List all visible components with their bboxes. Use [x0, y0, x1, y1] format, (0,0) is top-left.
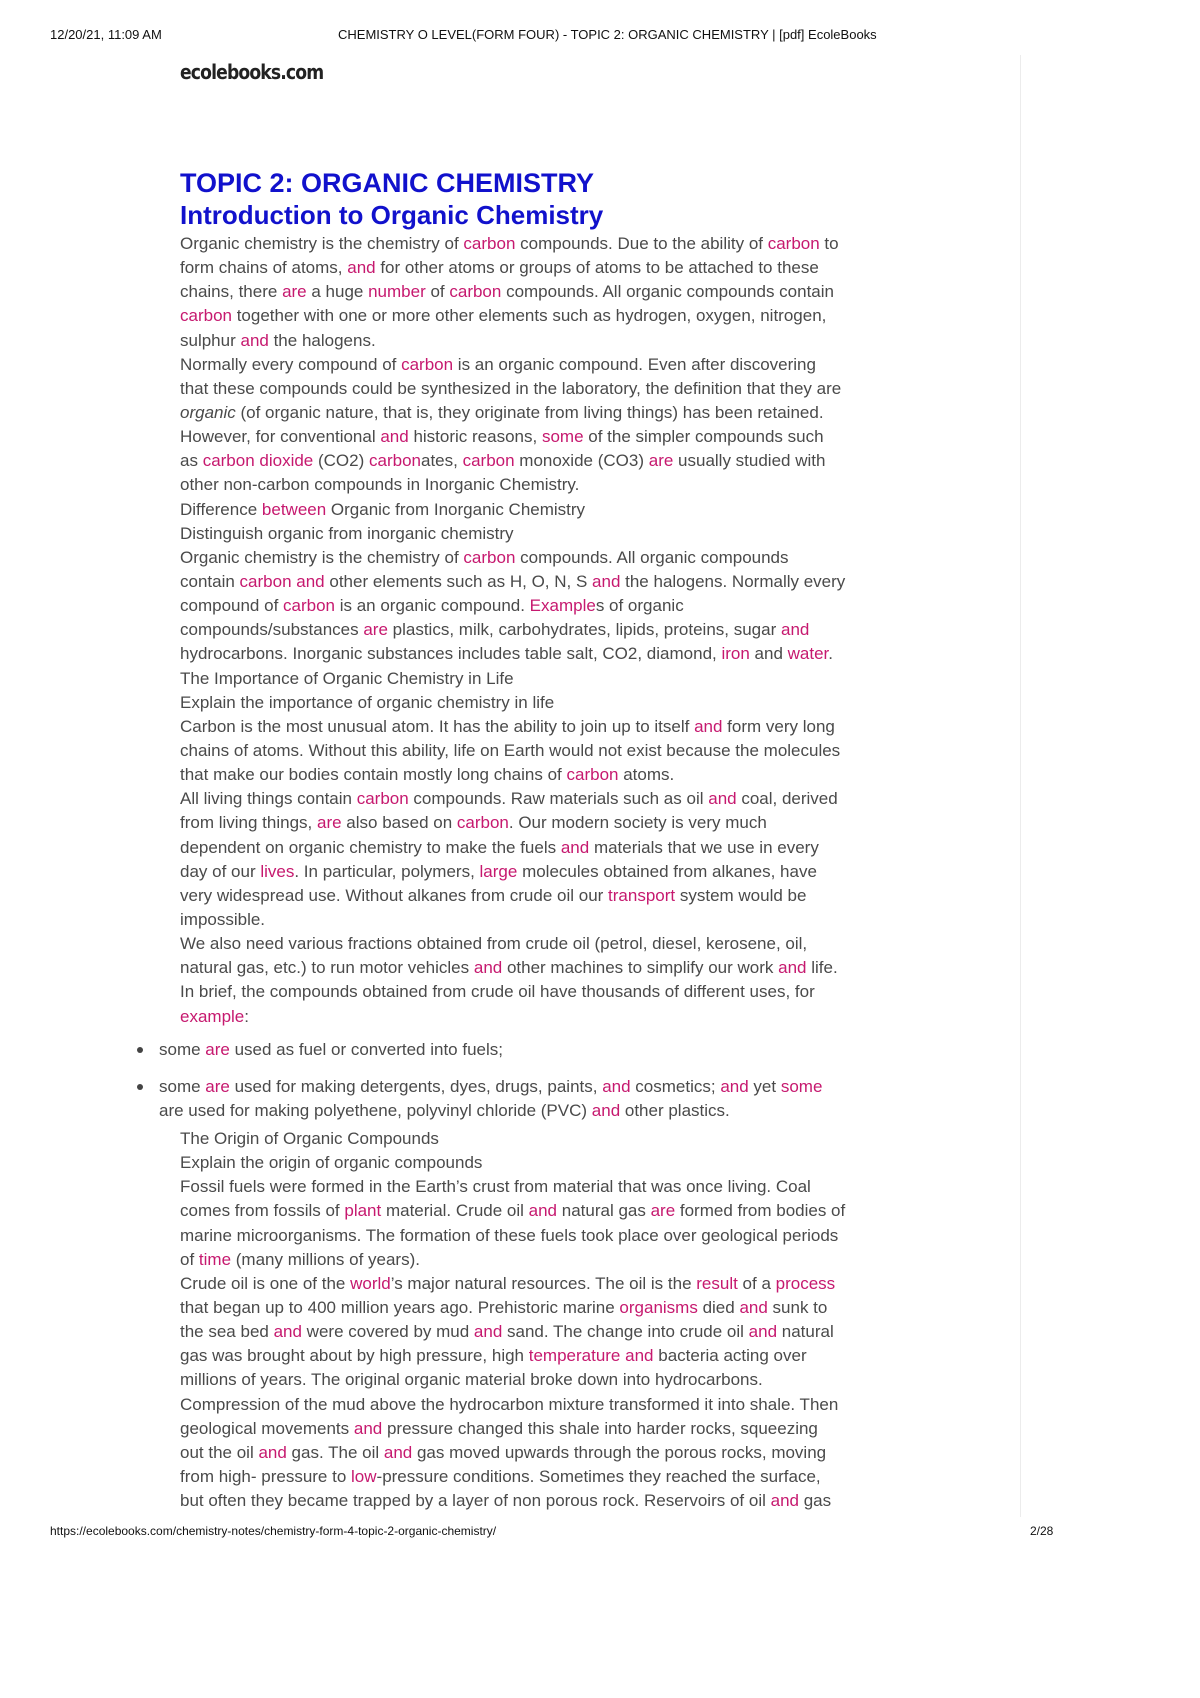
article-body [180, 232, 900, 1029]
text-run: very widespread use. Without alkanes from crude oil our [180, 885, 609, 905]
text-run: of the simpler compounds such [583, 427, 824, 447]
uses-list [134, 1038, 894, 1124]
keyword-link[interactable]: number [368, 282, 426, 302]
keyword-link[interactable]: some [541, 427, 584, 447]
paragraph-line [180, 618, 900, 642]
text-run: atoms. [618, 765, 675, 785]
text-run: In brief, the compounds obtained from crude oil have thousands of different uses, for [180, 982, 815, 1002]
paragraph-line [180, 932, 900, 956]
keyword-link[interactable]: and [708, 789, 737, 809]
paragraph-line [180, 570, 900, 594]
text-run: Difference [180, 499, 262, 519]
text-run: life. [806, 958, 838, 978]
keyword-link[interactable]: and [625, 1346, 654, 1366]
text-run: sunk to [767, 1297, 828, 1317]
text-run: . [828, 644, 834, 664]
text-run: materials that we use in every [589, 837, 819, 857]
keyword-link[interactable]: world [350, 1273, 391, 1293]
paragraph-line [180, 980, 900, 1004]
text-run: for other atoms or groups of atoms to be attached to these [375, 258, 819, 278]
text-run: Normally every compound of [180, 354, 402, 374]
text-run: system would be [675, 885, 807, 905]
text-run: the halogens. [268, 330, 376, 350]
paragraph-line [180, 1224, 900, 1248]
text-run: other non-carbon compounds in Inorganic Chemistry. [180, 475, 580, 495]
text-run: However, for conventional [180, 427, 381, 447]
paragraph-line [180, 642, 900, 666]
text-run: used for making detergents, dyes, drugs, paints, [229, 1076, 603, 1096]
text-run: day of our [180, 861, 261, 881]
keyword-link[interactable]: are [205, 1040, 230, 1059]
bullet-dot-icon [137, 1084, 143, 1090]
text-run: The Importance of Organic Chemistry in Life [180, 668, 514, 688]
text-run: Carbon is the most unusual atom. It has the ability to join up to itself [180, 716, 695, 736]
text-run: is an organic compound. [335, 596, 530, 616]
paragraph-line [180, 1489, 900, 1513]
text-run: Organic chemistry is the chemistry of [180, 547, 464, 567]
text-run: and [749, 644, 788, 664]
list-item-line [159, 1075, 894, 1100]
paragraph-line [180, 811, 900, 835]
keyword-link[interactable]: and [720, 1076, 749, 1096]
text-run: : [244, 1006, 249, 1026]
paragraph-line [180, 956, 900, 980]
text-run: ’s major natural resources. The oil is the [390, 1273, 697, 1293]
keyword-link[interactable]: process [775, 1273, 836, 1293]
paragraph-line [180, 1272, 900, 1296]
paragraph-line [180, 1296, 900, 1320]
text-run: chains, there [180, 282, 283, 302]
text-run: form very long [722, 716, 835, 736]
paragraph-line [180, 304, 900, 328]
paragraph-line [180, 1393, 900, 1417]
text-run: Crude oil is one of the [180, 1273, 351, 1293]
text-run: usually studied with [673, 451, 826, 471]
paragraph-line [180, 425, 900, 449]
text-run: monoxide (CO3) [514, 451, 649, 471]
keyword-link[interactable]: carbon [462, 451, 515, 471]
text-run: plastics, milk, carbohydrates, lipids, proteins, sugar [387, 620, 781, 640]
text-run: cosmetics; [630, 1076, 721, 1096]
text-run: were covered by mud [301, 1322, 474, 1342]
list-item [134, 1038, 894, 1063]
text-run: of a [737, 1273, 776, 1293]
text-run: as [180, 451, 203, 471]
keyword-link[interactable]: carbon [767, 234, 820, 253]
text-run: Explain the importance of organic chemistry in life [180, 692, 555, 712]
print-header [0, 27, 1100, 45]
paragraph-line [180, 377, 900, 401]
text-run: compound of [180, 596, 284, 616]
keyword-link[interactable]: and [380, 427, 409, 447]
text-run: other elements such as H, O, N, S [324, 571, 593, 591]
keyword-link[interactable]: time [198, 1249, 232, 1269]
paragraph-line [180, 449, 900, 473]
keyword-link[interactable]: carbon [463, 234, 516, 253]
keyword-link[interactable]: and [770, 1491, 799, 1511]
keyword-link[interactable]: carbon [356, 789, 409, 809]
keyword-link[interactable]: lives [260, 861, 295, 881]
paragraph-line [180, 1344, 900, 1368]
text-run: . Our modern society is very much [508, 813, 767, 833]
list-item [134, 1075, 894, 1124]
keyword-link[interactable]: and [353, 1418, 383, 1438]
text-run: a huge [306, 282, 369, 302]
keyword-link[interactable]: and [240, 330, 269, 350]
article-content [180, 168, 900, 1029]
text-run: chains of atoms. Without this ability, life on Earth would not exist because the molecules [180, 740, 841, 760]
paragraph-line [180, 353, 900, 377]
paragraph-line [180, 667, 900, 691]
emphasis-text: organic [180, 402, 236, 422]
keyword-link[interactable]: carbon dioxide [202, 451, 314, 471]
paragraph-line [180, 1199, 900, 1223]
keyword-link[interactable]: are [363, 620, 388, 640]
paragraph-line [180, 715, 900, 739]
text-run: also based on [341, 813, 457, 833]
text-run: Compression of the mud above the hydrocarbon mixture transformed it into shale. Then [180, 1394, 839, 1414]
paragraph-line [180, 280, 900, 304]
keyword-link[interactable]: temperature [528, 1346, 621, 1366]
keyword-link[interactable]: and [780, 620, 810, 640]
text-run: natural gas, etc.) to run motor vehicles [180, 958, 474, 978]
paragraph-line [180, 836, 900, 860]
keyword-link[interactable]: some [780, 1076, 823, 1096]
text-run: gas [798, 1491, 832, 1511]
text-run: compounds. Raw materials such as oil [408, 789, 709, 809]
text-run: are used for making polyethene, polyvinyl chloride (PVC) [159, 1101, 592, 1120]
text-run: of [180, 1249, 199, 1269]
keyword-link[interactable]: and [592, 571, 621, 591]
text-run: (CO2) [313, 451, 369, 471]
text-run: . In particular, polymers, [294, 861, 480, 881]
text-run: We also need various fractions obtained from crude oil (petrol, diesel, kerosene, oil, [180, 934, 808, 954]
keyword-link[interactable]: example [180, 1006, 245, 1026]
paragraph-line [180, 1127, 900, 1151]
text-run: compounds. All organic compounds [515, 547, 789, 567]
keyword-link[interactable]: and [748, 1322, 778, 1342]
keyword-link[interactable]: carbon [369, 451, 421, 471]
paragraph-line [180, 1465, 900, 1489]
print-page-title: CHEMISTRY O LEVEL(FORM FOUR) - TOPIC 2: ORGANIC CHEMISTRY | [pdf] EcoleBooks [338, 27, 877, 42]
paragraph-line [180, 739, 900, 763]
paragraph-line [180, 691, 900, 715]
text-run: sulphur [180, 330, 241, 350]
keyword-link[interactable]: and [778, 958, 807, 978]
text-run: together with one or more other elements such as hydrogen, oxygen, nitrogen, [231, 306, 827, 326]
keyword-link[interactable]: between [261, 499, 327, 519]
text-run: gas moved upwards through the porous rocks, moving [412, 1442, 827, 1462]
keyword-link[interactable]: Example [529, 596, 596, 616]
text-run: from living things, [180, 813, 317, 833]
print-url: https://ecolebooks.com/chemistry-notes/chemistry-form-4-topic-2-organic-chemistry/ [50, 1524, 497, 1538]
keyword-link[interactable]: are [205, 1076, 230, 1096]
article-title: TOPIC 2: ORGANIC CHEMISTRY [180, 168, 595, 198]
text-run: (many millions of years). [231, 1249, 420, 1269]
keyword-link[interactable]: water [787, 644, 829, 664]
text-run: marine microorganisms. The formation of these fuels took place over geological periods [180, 1225, 839, 1245]
text-run: Fossil fuels were formed in the Earth’s crust from material that was once living. Coal [180, 1177, 811, 1197]
keyword-link[interactable]: carbon [463, 547, 516, 567]
keyword-link[interactable]: carbon [456, 813, 509, 833]
keyword-link[interactable]: iron [721, 644, 750, 664]
text-run: used as fuel or converted into fuels; [229, 1040, 503, 1059]
text-run: millions of years. The original organic material broke down into hydrocarbons. [180, 1370, 763, 1390]
keyword-link[interactable]: and [296, 571, 325, 591]
text-run: (of organic nature, that is, they originate from living things) has been retained. [235, 402, 824, 422]
text-run: The Origin of Organic Compounds [180, 1129, 439, 1148]
text-run: coal, derived [736, 789, 838, 809]
text-run: contain [180, 571, 240, 591]
text-run: that these compounds could be synthesized in the laboratory, the definition that they are [180, 378, 842, 398]
paragraph-line [180, 1248, 900, 1272]
text-run: material. Crude oil [381, 1201, 529, 1221]
text-run: hydrocarbons. Inorganic substances includes table salt, CO2, diamond, [180, 644, 722, 664]
page-number: 2/28 [1030, 1524, 1054, 1538]
list-item-line [159, 1038, 894, 1063]
paragraph-line [180, 860, 900, 884]
text-run: -pressure conditions. Sometimes they reached the surface, [376, 1466, 821, 1486]
print-footer [0, 1524, 1100, 1542]
keyword-link[interactable]: carbon [566, 765, 619, 785]
text-run: natural [777, 1322, 834, 1342]
keyword-link[interactable]: are [650, 1201, 676, 1221]
bullet-dot-icon [137, 1047, 143, 1053]
text-run: the sea bed [180, 1322, 274, 1342]
text-run: geological movements [180, 1418, 354, 1438]
text-run: gas was brought about by high pressure, high [180, 1346, 529, 1366]
keyword-link[interactable]: are [282, 282, 307, 302]
text-run: pressure changed this shale into harder rocks, squeezing [382, 1418, 818, 1438]
text-run: but often they became trapped by a layer of non porous rock. Reservoirs of oil [180, 1491, 771, 1511]
text-run: Organic from Inorganic Chemistry [326, 499, 586, 519]
paragraph-line [180, 1368, 900, 1392]
keyword-link[interactable]: carbon [180, 306, 232, 326]
keyword-link[interactable]: and [560, 837, 590, 857]
text-run: gas. The oil [286, 1442, 384, 1462]
article-subtitle: Introduction to Organic Chemistry [180, 200, 604, 230]
keyword-link[interactable]: and [473, 958, 503, 978]
paragraph-line [180, 522, 900, 546]
text-run: of [425, 282, 450, 302]
text-run: compounds/substances [180, 620, 364, 640]
paragraph-line [180, 787, 900, 811]
text-run: bacteria acting over [653, 1346, 807, 1366]
article-content-continued [180, 1127, 900, 1513]
paragraph-line [180, 232, 900, 256]
text-run: Explain the origin of organic compounds [180, 1153, 483, 1173]
text-run: yet [748, 1076, 781, 1096]
paragraph-line [180, 498, 900, 522]
paragraph-line [180, 908, 900, 932]
keyword-link[interactable]: and [591, 1101, 621, 1120]
paragraph-line [180, 1417, 900, 1441]
paragraph-line [180, 256, 900, 280]
keyword-link[interactable]: and [694, 716, 723, 736]
text-run: s of organic [595, 596, 684, 616]
text-run: historic reasons, [408, 427, 542, 447]
paragraph-line [180, 1175, 900, 1199]
keyword-link[interactable]: and [739, 1297, 768, 1317]
keyword-link[interactable]: and [473, 1322, 503, 1342]
text-run: form chains of atoms, [180, 258, 348, 278]
page-divider [1020, 55, 1021, 1517]
text-run: comes from fossils of [180, 1201, 345, 1221]
paragraph-line [180, 1441, 900, 1465]
text-run: impossible. [180, 909, 266, 929]
text-run: All living things contain [180, 789, 357, 809]
keyword-link[interactable]: and [528, 1201, 558, 1221]
text-run: sand. The change into crude oil [502, 1322, 749, 1342]
article-body-continued [180, 1127, 900, 1513]
keyword-link[interactable]: low [351, 1466, 377, 1486]
keyword-link[interactable]: and [602, 1076, 631, 1096]
paragraph-line [180, 763, 900, 787]
keyword-link[interactable]: large [479, 861, 518, 881]
paragraph-line [180, 1005, 900, 1029]
text-run: out the oil [180, 1442, 259, 1462]
text-run: other plastics. [620, 1101, 730, 1120]
keyword-link[interactable]: are [317, 813, 342, 833]
paragraph-line [180, 884, 900, 908]
text-run: died [697, 1297, 740, 1317]
keyword-link[interactable]: carbon [283, 596, 335, 616]
text-run: compounds. Due to the ability of [515, 234, 768, 253]
text-run: Distinguish organic from inorganic chemistry [180, 523, 514, 543]
list-item-line [159, 1099, 894, 1124]
text-run: some [159, 1040, 206, 1059]
text-run: from high- pressure to [180, 1466, 352, 1486]
text-run: natural gas [557, 1201, 651, 1221]
paragraph-line [180, 594, 900, 618]
text-run: other machines to simplify our work [502, 958, 779, 978]
keyword-link[interactable]: plant [344, 1201, 382, 1221]
keyword-link[interactable]: organisms [619, 1297, 698, 1317]
text-run: ates, [420, 451, 463, 471]
keyword-link[interactable]: carbon [401, 354, 454, 374]
text-run: dependent on organic chemistry to make the fuels [180, 837, 561, 857]
text-run: formed from bodies of [675, 1201, 846, 1221]
text-run: is an organic compound. Even after discovering [453, 354, 816, 374]
paragraph-line [180, 546, 900, 570]
keyword-link[interactable]: and [383, 1442, 413, 1462]
keyword-link[interactable]: and [273, 1322, 302, 1342]
keyword-link[interactable]: transport [608, 885, 676, 905]
text-run: the halogens. Normally every [620, 571, 846, 591]
keyword-link[interactable]: and [258, 1442, 287, 1462]
paragraph-line [180, 401, 900, 425]
site-logo[interactable]: ecolebooks.com [180, 60, 324, 84]
text-run: some [159, 1076, 206, 1096]
keyword-link[interactable]: are [648, 451, 674, 471]
keyword-link[interactable]: carbon [449, 282, 502, 302]
keyword-link[interactable]: carbon [239, 571, 292, 591]
paragraph-line [180, 473, 900, 497]
keyword-link[interactable]: result [696, 1273, 738, 1293]
text-run: to [819, 234, 839, 253]
text-run: molecules obtained from alkanes, have [517, 861, 817, 881]
print-date: 12/20/21, 11:09 AM [50, 27, 162, 42]
text-run: Organic chemistry is the chemistry of [180, 234, 464, 253]
keyword-link[interactable]: and [347, 258, 376, 278]
paragraph-line [180, 1151, 900, 1175]
paragraph-line [180, 1320, 900, 1344]
paragraph-line [180, 329, 900, 353]
text-run: compounds. All organic compounds contain [501, 282, 834, 302]
text-run: that make our bodies contain mostly long chains of [180, 765, 567, 785]
text-run: that began up to 400 million years ago. Prehistoric marine [180, 1297, 620, 1317]
